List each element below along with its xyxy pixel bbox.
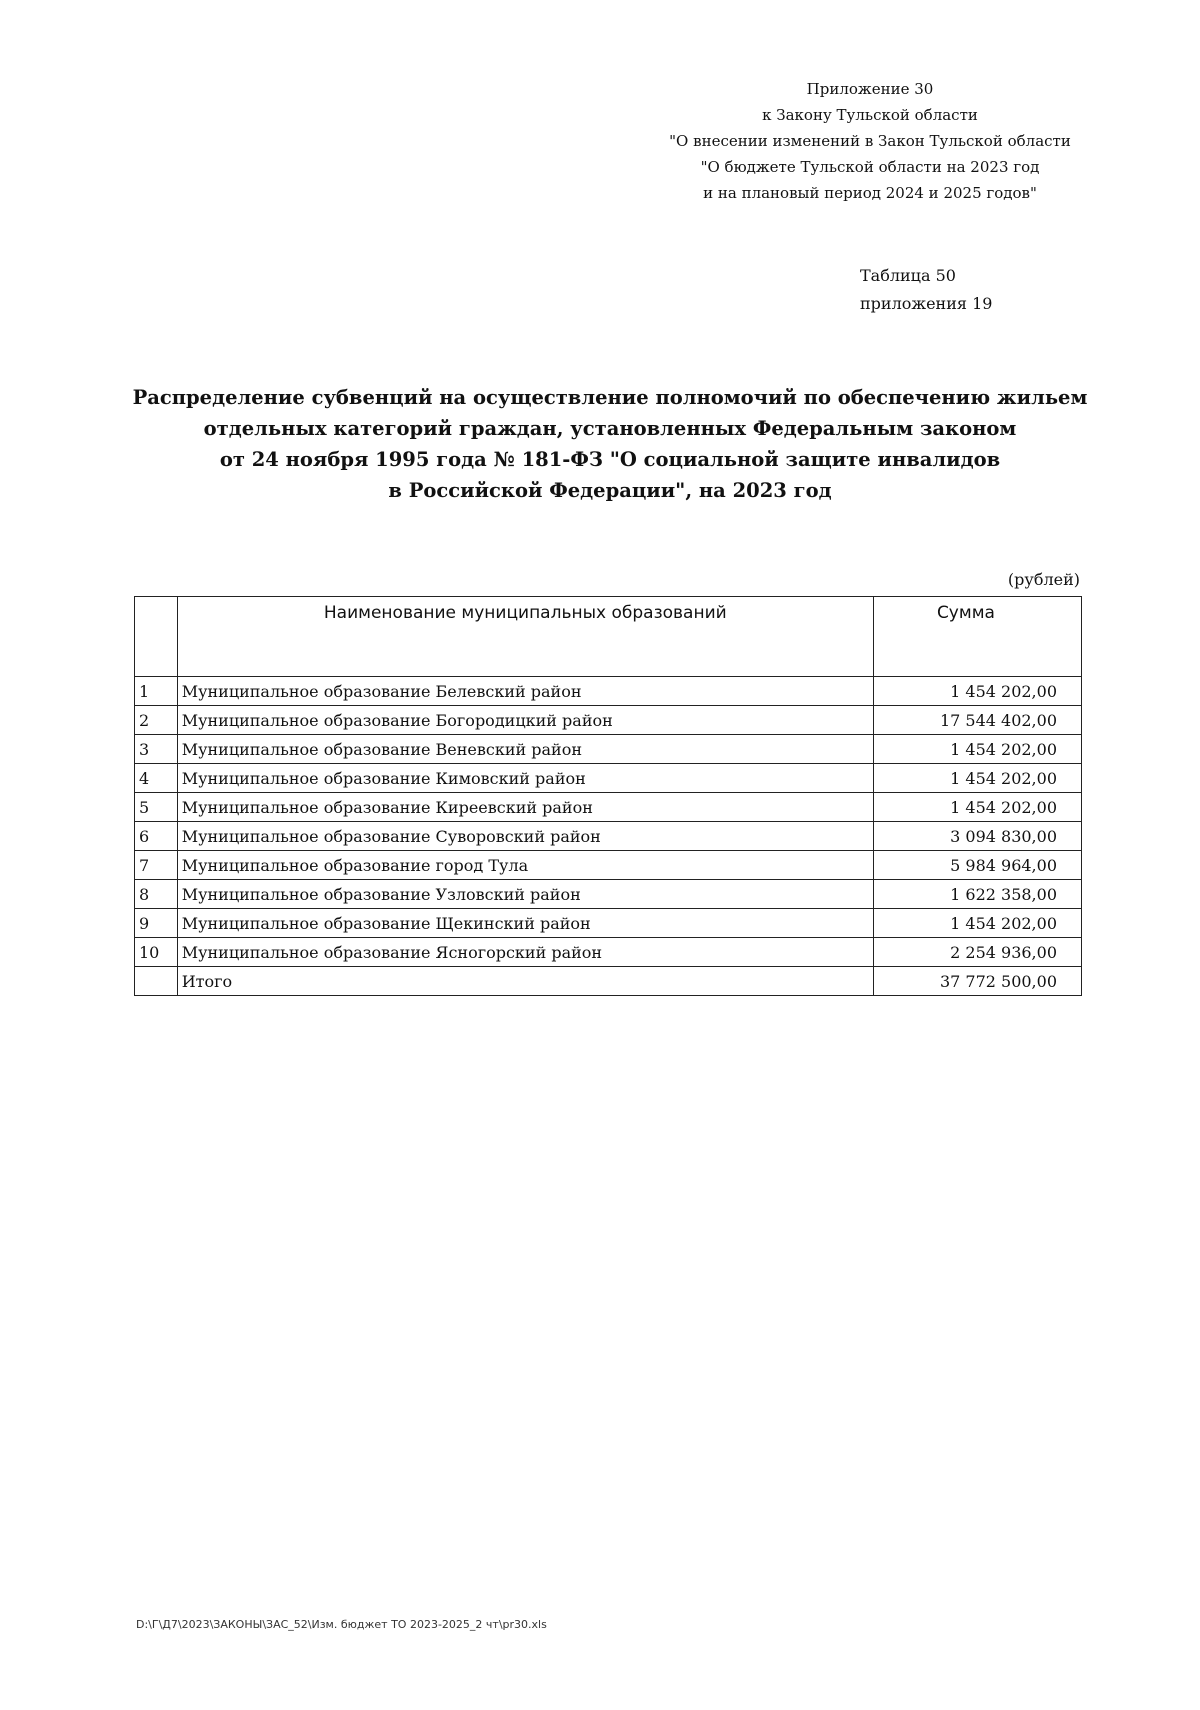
cell-name: Муниципальное образование Щекинский район: [177, 909, 873, 938]
cell-num: 4: [135, 764, 178, 793]
table-row: [135, 764, 1082, 793]
cell-name: Муниципальное образование Суворовский район: [177, 822, 873, 851]
table-row: [135, 851, 1082, 880]
cell-sum: 1 622 358,00: [873, 880, 1081, 909]
cell-num: 5: [135, 793, 178, 822]
cell-sum: 1 454 202,00: [873, 793, 1081, 822]
appendix-line-2: к Закону Тульской области: [762, 106, 978, 124]
table-reference-number: Таблица 50: [860, 266, 956, 285]
table-row: [135, 706, 1082, 735]
cell-num: 9: [135, 909, 178, 938]
units-label: (рублей): [1007, 570, 1080, 589]
cell-name: Муниципальное образование Киреевский район: [177, 793, 873, 822]
cell-name: Муниципальное образование город Тула: [177, 851, 873, 880]
cell-name: Итого: [177, 967, 873, 996]
cell-name: Муниципальное образование Богородицкий район: [177, 706, 873, 735]
appendix-line-4: "О бюджете Тульской области на 2023 год: [700, 158, 1040, 176]
table-row: [135, 677, 1082, 706]
title-line-3: от 24 ноября 1995 года № 181-ФЗ "О социальной защите инвалидов: [219, 448, 1001, 471]
cell-name: Муниципальное образование Кимовский район: [177, 764, 873, 793]
table-row: [135, 822, 1082, 851]
cell-sum: 17 544 402,00: [873, 706, 1081, 735]
cell-sum: 2 254 936,00: [873, 938, 1081, 967]
cell-num: 1: [135, 677, 178, 706]
cell-num: 8: [135, 880, 178, 909]
appendix-line-1: Приложение 30: [806, 80, 934, 98]
cell-name: Муниципальное образование Узловский район: [177, 880, 873, 909]
cell-sum: 1 454 202,00: [873, 735, 1081, 764]
document-title: [120, 382, 1100, 506]
header-name: Наименование муниципальных образований: [177, 597, 873, 677]
table-reference-appendix: приложения 19: [860, 294, 993, 313]
title-line-2: отдельных категорий граждан, установленных Федеральным законом: [203, 417, 1017, 440]
cell-num: 7: [135, 851, 178, 880]
cell-num: 2: [135, 706, 178, 735]
cell-sum: 5 984 964,00: [873, 851, 1081, 880]
title-line-4: в Российской Федерации", на 2023 год: [388, 479, 832, 502]
table-row: [135, 909, 1082, 938]
appendix-line-5: и на плановый период 2024 и 2025 годов": [703, 184, 1037, 202]
table-row: [135, 735, 1082, 764]
table-header-row: [135, 597, 1082, 677]
header-sum: Сумма: [873, 597, 1081, 677]
cell-num: 6: [135, 822, 178, 851]
table-reference: [860, 262, 1060, 318]
cell-num: 10: [135, 938, 178, 967]
table-body: [135, 677, 1082, 996]
cell-num: 3: [135, 735, 178, 764]
table-row: [135, 938, 1082, 967]
header-num: [135, 597, 178, 677]
cell-name: Муниципальное образование Веневский район: [177, 735, 873, 764]
cell-name: Муниципальное образование Белевский район: [177, 677, 873, 706]
cell-sum: 1 454 202,00: [873, 909, 1081, 938]
table-row: [135, 793, 1082, 822]
title-line-1: Распределение субвенций на осуществление полномочий по обеспечению жильем: [132, 386, 1088, 409]
subventions-table: [134, 596, 1082, 996]
cell-name: Муниципальное образование Ясногорский район: [177, 938, 873, 967]
cell-sum: 1 454 202,00: [873, 764, 1081, 793]
cell-sum: 3 094 830,00: [873, 822, 1081, 851]
cell-sum: 37 772 500,00: [873, 967, 1081, 996]
file-path-footer: D:\Г\Д7\2023\ЗАКОНЫ\ЗАС_52\Изм. бюджет ТО 2023-2025_2 чт\pr30.xls: [136, 1618, 547, 1631]
cell-num: [135, 967, 178, 996]
appendix-header: [650, 76, 1090, 206]
table-row: [135, 880, 1082, 909]
table-total-row: [135, 967, 1082, 996]
appendix-line-3: "О внесении изменений в Закон Тульской области: [669, 132, 1071, 150]
cell-sum: 1 454 202,00: [873, 677, 1081, 706]
